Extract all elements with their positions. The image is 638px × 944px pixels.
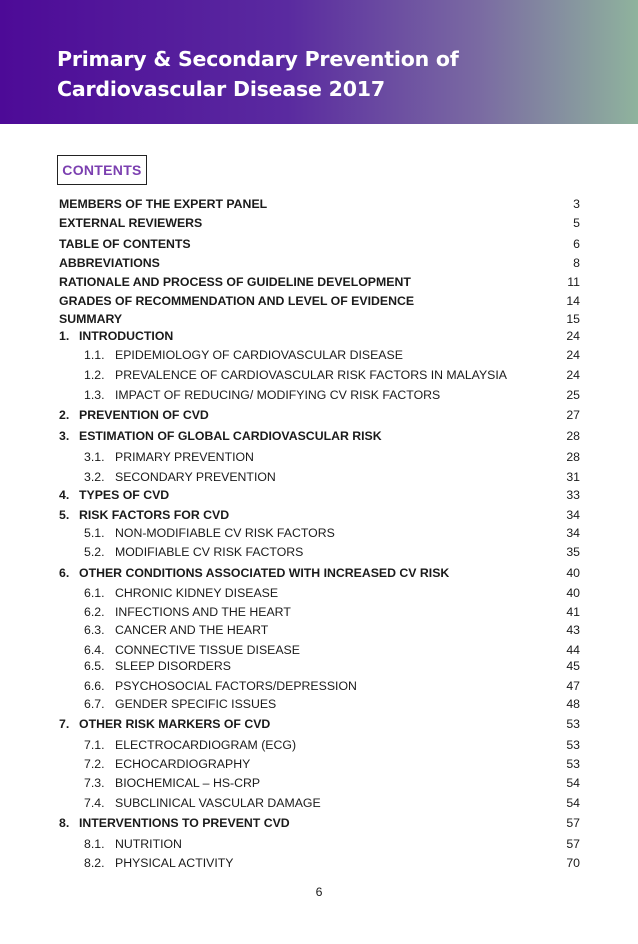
- toc-entry[interactable]: [0, 449, 638, 465]
- toc-entry[interactable]: [0, 622, 638, 638]
- toc-entry-page: 57: [566, 837, 580, 851]
- toc-entry-title: CONNECTIVE TISSUE DISEASE: [115, 643, 300, 657]
- toc-entry-page: 53: [566, 717, 580, 731]
- toc-entry-number: 8.2.: [84, 856, 105, 870]
- toc-entry-number: 1.2.: [84, 368, 105, 382]
- toc-entry[interactable]: [0, 328, 638, 344]
- toc-entry[interactable]: [0, 658, 638, 674]
- toc-entry-title: TYPES OF CVD: [79, 488, 170, 502]
- toc-entry-title: INTRODUCTION: [79, 329, 174, 343]
- toc-entry-title: GENDER SPECIFIC ISSUES: [115, 697, 277, 711]
- toc-entry-page: 54: [566, 796, 580, 810]
- toc-entry[interactable]: [0, 407, 638, 423]
- toc-entry-page: 24: [566, 368, 580, 382]
- toc-entry[interactable]: [0, 507, 638, 523]
- toc-entry-page: 35: [566, 545, 580, 559]
- toc-entry-number: 7.1.: [84, 738, 105, 752]
- toc-entry-title: PREVALENCE OF CARDIOVASCULAR RISK FACTORS IN MALAYSIA: [115, 368, 507, 382]
- toc-entry-number: 8.: [59, 816, 70, 830]
- toc-entry-page: 33: [566, 488, 580, 502]
- toc-entry-page: 15: [566, 312, 580, 326]
- toc-entry-page: 45: [566, 659, 580, 673]
- toc-entry-page: 40: [566, 586, 580, 600]
- toc-entry-page: 11: [567, 275, 580, 289]
- toc-entry-page: 25: [566, 388, 580, 402]
- toc-entry-title: OTHER RISK MARKERS OF CVD: [79, 717, 271, 731]
- toc-entry[interactable]: [0, 367, 638, 383]
- toc-entry-title: ELECTROCARDIOGRAM (ECG): [115, 738, 297, 752]
- toc-entry[interactable]: [0, 756, 638, 772]
- toc-entry-title: SECONDARY PREVENTION: [115, 470, 276, 484]
- toc-entry-title: MODIFIABLE CV RISK FACTORS: [115, 545, 304, 559]
- toc-entry-page: 41: [566, 605, 580, 619]
- toc-entry[interactable]: [0, 565, 638, 581]
- toc-entry[interactable]: [0, 236, 638, 252]
- toc-entry-page: 40: [566, 566, 580, 580]
- toc-entry[interactable]: [0, 469, 638, 485]
- toc-entry[interactable]: [0, 428, 638, 444]
- toc-entry[interactable]: [0, 716, 638, 732]
- toc-entry-number: 5.2.: [84, 545, 105, 559]
- toc-entry[interactable]: [0, 487, 638, 503]
- toc-entry-page: 31: [566, 470, 580, 484]
- toc-entry-number: 6.2.: [84, 605, 105, 619]
- toc-entry-title: INFECTIONS AND THE HEART: [115, 605, 291, 619]
- toc-entry-title: GRADES OF RECOMMENDATION AND LEVEL OF EVIDENCE: [59, 294, 415, 308]
- toc-entry[interactable]: [0, 311, 638, 327]
- contents-heading: CONTENTS: [62, 162, 142, 178]
- toc-entry[interactable]: [0, 737, 638, 753]
- toc-entry-page: 27: [566, 408, 580, 422]
- toc-entry-title: ABBREVIATIONS: [59, 256, 160, 270]
- toc-entry-page: 24: [566, 348, 580, 362]
- toc-entry-number: 6.6.: [84, 679, 105, 693]
- toc-entry[interactable]: [0, 255, 638, 271]
- toc-entry-title: SUMMARY: [59, 312, 123, 326]
- toc-entry-title: SLEEP DISORDERS: [115, 659, 231, 673]
- toc-entry-title: CHRONIC KIDNEY DISEASE: [115, 586, 279, 600]
- toc-entry-number: 3.2.: [84, 470, 105, 484]
- toc-entry[interactable]: [0, 696, 638, 712]
- toc-entry-title: MEMBERS OF THE EXPERT PANEL: [59, 197, 268, 211]
- toc-entry[interactable]: [0, 815, 638, 831]
- toc-entry-title: TABLE OF CONTENTS: [59, 237, 191, 251]
- toc-entry[interactable]: [0, 196, 638, 212]
- toc-entry-title: RISK FACTORS FOR CVD: [79, 508, 230, 522]
- toc-entry-page: 28: [566, 429, 580, 443]
- toc-entry-page: 14: [566, 294, 580, 308]
- toc-entry[interactable]: [0, 544, 638, 560]
- toc-entry-page: 34: [566, 508, 580, 522]
- toc-entry-number: 8.1.: [84, 837, 105, 851]
- toc-entry-page: 28: [566, 450, 580, 464]
- toc-entry-title: PHYSICAL ACTIVITY: [115, 856, 234, 870]
- toc-entry-title: RATIONALE AND PROCESS OF GUIDELINE DEVELOPMENT: [59, 275, 411, 289]
- toc-entry-number: 6.3.: [84, 623, 105, 637]
- toc-entry-number: 5.1.: [84, 526, 105, 540]
- toc-entry-page: 54: [566, 776, 580, 790]
- toc-entry-number: 7.: [59, 717, 70, 731]
- toc-entry-page: 70: [566, 856, 580, 870]
- toc-entry-number: 1.3.: [84, 388, 105, 402]
- toc-entry[interactable]: [0, 347, 638, 363]
- toc-entry-page: 53: [566, 757, 580, 771]
- toc-entry-page: 8: [573, 256, 580, 270]
- toc-entry-number: 1.1.: [84, 348, 105, 362]
- toc-entry-number: 4.: [59, 488, 70, 502]
- toc-entry[interactable]: [0, 855, 638, 871]
- toc-entry[interactable]: [0, 274, 638, 290]
- toc-entry[interactable]: [0, 604, 638, 620]
- toc-entry-page: 44: [566, 643, 580, 657]
- toc-entry-title: SUBCLINICAL VASCULAR DAMAGE: [115, 796, 321, 810]
- toc-entry-title: PREVENTION OF CVD: [79, 408, 209, 422]
- toc-entry-title: ECHOCARDIOGRAPHY: [115, 757, 251, 771]
- toc-entry[interactable]: [0, 387, 638, 403]
- toc-entry-title: OTHER CONDITIONS ASSOCIATED WITH INCREASED CV RISK: [79, 566, 450, 580]
- document-title: Primary & Secondary Prevention of Cardiovascular Disease 2017: [57, 47, 459, 101]
- toc-entry-page: 5: [573, 216, 580, 230]
- toc-entry-number: 1.: [59, 329, 70, 343]
- toc-entry-page: 3: [573, 197, 580, 211]
- toc-entry-title: NUTRITION: [115, 837, 182, 851]
- toc-entry-number: 3.: [59, 429, 70, 443]
- toc-entry-page: 48: [566, 697, 580, 711]
- toc-entry-title: NON-MODIFIABLE CV RISK FACTORS: [115, 526, 335, 540]
- toc-entry[interactable]: [0, 775, 638, 791]
- toc-entry-page: 34: [566, 526, 580, 540]
- toc-entry-title: EPIDEMIOLOGY OF CARDIOVASCULAR DISEASE: [115, 348, 403, 362]
- toc-entry-number: 6.4.: [84, 643, 105, 657]
- toc-entry-title: BIOCHEMICAL – HS-CRP: [115, 776, 261, 790]
- toc-entry-page: 6: [573, 237, 580, 251]
- toc-entry-title: PRIMARY PREVENTION: [115, 450, 254, 464]
- page-number: 6: [315, 885, 323, 899]
- toc-entry-number: 6.: [59, 566, 70, 580]
- toc-entry[interactable]: [0, 585, 638, 601]
- toc-entry-number: 6.7.: [84, 697, 105, 711]
- toc-entry-title: PSYCHOSOCIAL FACTORS/DEPRESSION: [115, 679, 357, 693]
- toc-entry[interactable]: [0, 836, 638, 852]
- toc-entry-page: 47: [566, 679, 580, 693]
- toc-entry-title: CANCER AND THE HEART: [115, 623, 269, 637]
- toc-entry-number: 7.3.: [84, 776, 105, 790]
- toc-entry-number: 7.4.: [84, 796, 105, 810]
- toc-entry[interactable]: [0, 215, 638, 231]
- toc-entry-number: 2.: [59, 408, 70, 422]
- toc-entry[interactable]: [0, 795, 638, 811]
- toc-entry-page: 53: [566, 738, 580, 752]
- toc-entry-number: 6.1.: [84, 586, 105, 600]
- toc-entry-title: ESTIMATION OF GLOBAL CARDIOVASCULAR RISK: [79, 429, 382, 443]
- toc-entry-page: 43: [566, 623, 580, 637]
- toc-entry-number: 7.2.: [84, 757, 105, 771]
- toc-entry-number: 5.: [59, 508, 70, 522]
- toc-entry-title: EXTERNAL REVIEWERS: [59, 216, 203, 230]
- toc-entry[interactable]: [0, 525, 638, 541]
- toc-entry-number: 3.1.: [84, 450, 105, 464]
- toc-entry-title: INTERVENTIONS TO PREVENT CVD: [79, 816, 290, 830]
- toc-entry[interactable]: [0, 678, 638, 694]
- toc-entry[interactable]: [0, 293, 638, 309]
- toc-entry-title: IMPACT OF REDUCING/ MODIFYING CV RISK FACTORS: [115, 388, 441, 402]
- toc-entry-page: 57: [566, 816, 580, 830]
- toc-entry-page: 24: [566, 329, 580, 343]
- toc-entry-number: 6.5.: [84, 659, 105, 673]
- toc-entry[interactable]: [0, 642, 638, 658]
